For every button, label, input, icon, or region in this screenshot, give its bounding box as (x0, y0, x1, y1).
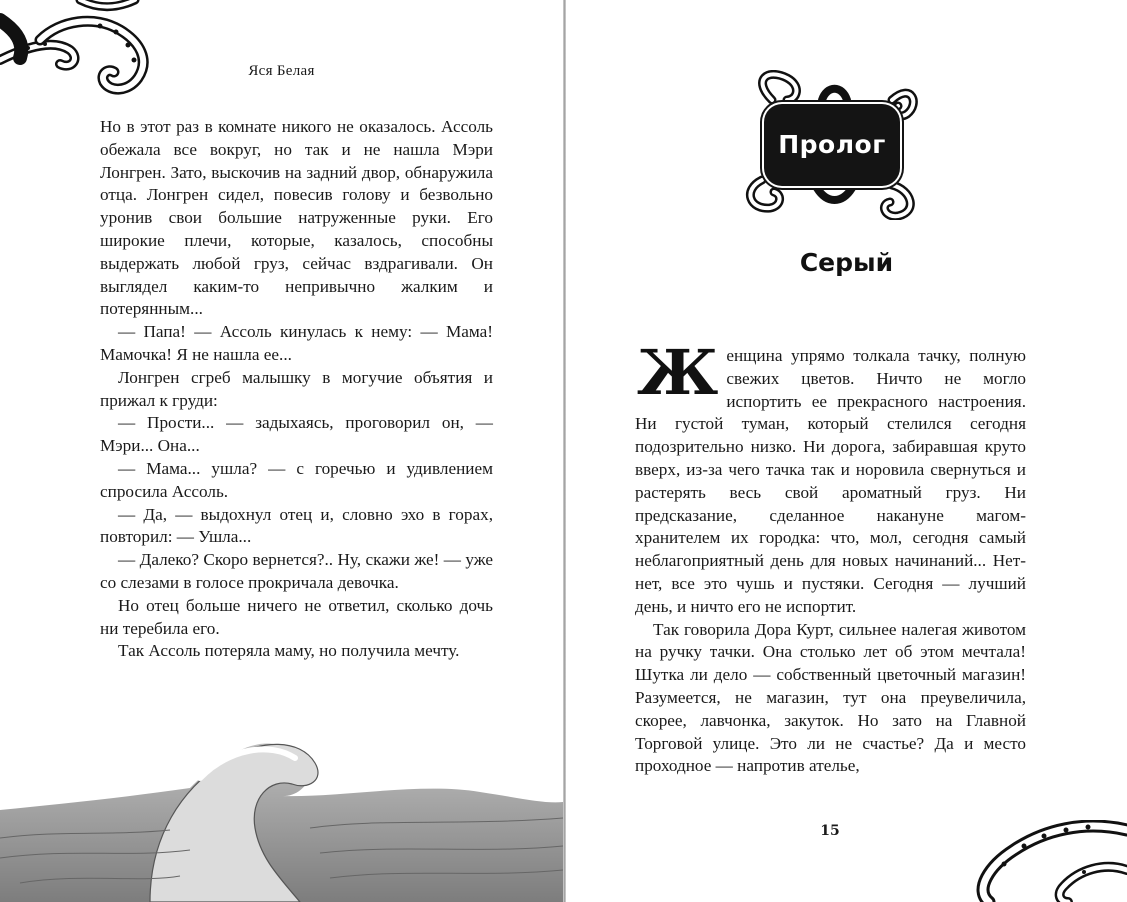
paragraph: — Прости... — задыхаясь, проговорил он, — Мэри... Она... (100, 413, 493, 456)
paragraph: — Папа! — Ассоль кинулась к нему: — Мама! Мамочка! Я не нашла ее... (100, 322, 493, 364)
right-page (566, 0, 1127, 902)
opening-paragraph (635, 336, 1026, 619)
chapter-title: Пролог (778, 130, 886, 159)
paragraph: — Мама... ушла? — с горечью и удивлением спросила Ассоль. (100, 458, 493, 501)
ocean-wave-icon (0, 718, 563, 902)
paragraph: Но отец больше ничего не ответил, сколько дочь ни теребила его. (100, 595, 493, 638)
running-head: Яся Белая (248, 63, 315, 79)
opening-text: енщина упрямо толкала тачку, полную свежих цветов. Ничто не могло испортить ее прекрасного настроения. Ни густой туман, который стелился сегодня подозрительно низко. Ни дорога, забиравшая круто вверх, из-за чего тачка так и норовила свернуться и растерять весь свой ароматный груз. Ни предсказание, сделанное накануне магом-хранителем их городка: что, мол, сегодня самый неблагоприятный день для новых начинаний... Нет-нет, все это чушь и пустяки. Сегодня — лучший день, и ничто его не испортит. (635, 346, 1026, 616)
page-number: 15 (820, 823, 840, 839)
left-page (0, 0, 563, 902)
right-body-text (635, 336, 1026, 778)
octopus-tentacle-icon (964, 820, 1127, 902)
paragraph: Но в этот раз в комнате никого не оказалось. Ассоль обежала все вокруг, но так и не нашла Мэри Лонгрен. Зато, выскочив на задний двор, обнаружила отца. Лонгрен сидел, повесив голову и безвольно уронив свои большие натруженные руки. Его широкие плечи, которые, казалось, способны выдержать любой груз, сейчас вздрагивали. Он выглядел каким-то непривычно жалким и потерянным... (100, 117, 493, 319)
paragraph: Лонгрен сгреб малышку в могучие объятия и прижал к груди: (100, 367, 493, 410)
chapter-subtitle: Серый (799, 248, 894, 277)
paragraph: Так Ассоль потеряла маму, но получила мечту. (118, 641, 460, 661)
paragraph: Так говорила Дора Курт, сильнее налегая животом на ручку тачки. Она столько лет об этом мечтала! Шутка ли дело — собственный цветочный магазин! Разумеется, не магазин, тут она преувеличила, скорее, лавчонка, закуток. Но зато на Главной Торговой улице. Это ли не счастье? Да и место проходное — напротив ателье, (635, 619, 1026, 776)
paragraph: — Да, — выдохнул отец и, словно эхо в горах, повторил: — Ушла... (100, 504, 493, 547)
paragraph: — Далеко? Скоро вернется?.. Ну, скажи же! — уже со слезами в голосе прокричала девочка. (100, 550, 493, 592)
left-body-text (100, 116, 493, 663)
chapter-badge (742, 70, 922, 220)
drop-cap: Ж (637, 336, 719, 409)
octopus-tentacle-icon (0, 0, 190, 110)
